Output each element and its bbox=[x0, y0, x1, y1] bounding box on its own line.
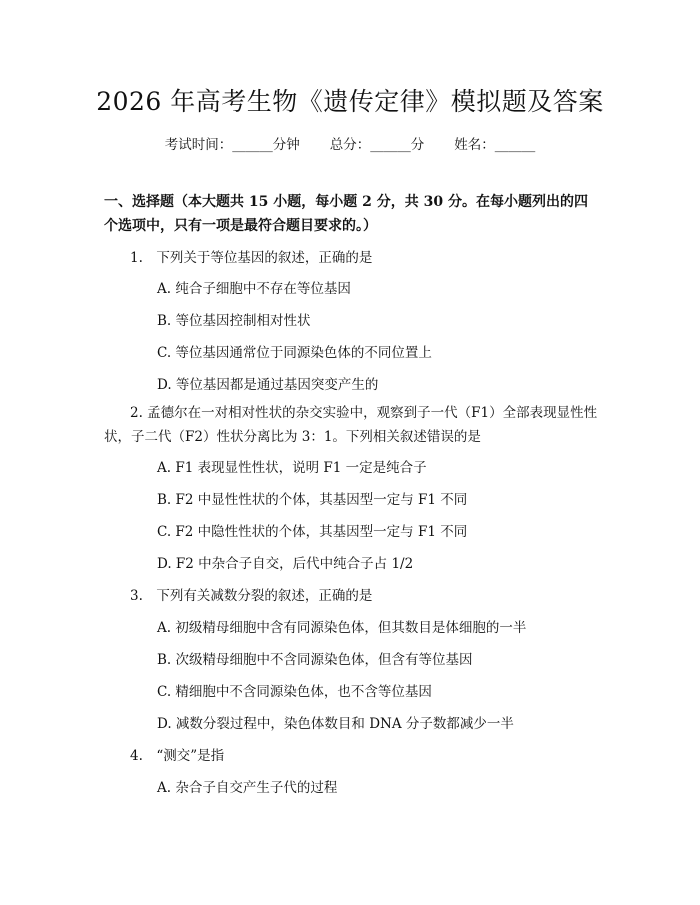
exam-info bbox=[0, 133, 700, 153]
section-heading: 一、选择题（本大题共 15 小题，每小题 2 分，共 30 分。在每小题列出的四个选项中，只有一项是最符合题目要求的。） bbox=[104, 194, 588, 234]
question-2-stem: 2. 孟德尔在一对相对性状的杂交实验中，观察到子一代（F1）全部表现显性性状，子二代（F2）性状分离比为 3：1。下列相关叙述错误的是 bbox=[104, 405, 598, 445]
exam-time-field: 考试时间：______分钟 bbox=[164, 137, 300, 153]
question-1-option-c: C. 等位基因通常位于同源染色体的不同位置上 bbox=[157, 345, 432, 361]
question-2-option-a: A. F1 表现显性性状，说明 F1 一定是纯合子 bbox=[157, 460, 427, 476]
question-4-option-a: A. 杂合子自交产生子代的过程 bbox=[157, 780, 338, 796]
total-score-field: 总分：______分 bbox=[329, 137, 425, 153]
question-2-option-c: C. F2 中隐性性状的个体，其基因型一定与 F1 不同 bbox=[157, 524, 468, 540]
question-3-stem: 3. 下列有关减数分裂的叙述，正确的是 bbox=[130, 588, 373, 604]
question-4-stem: 4. “测交”是指 bbox=[130, 748, 225, 764]
page-title: 2026 年高考生物《遗传定律》模拟题及答案 bbox=[96, 87, 604, 116]
name-field: 姓名：______ bbox=[454, 137, 536, 153]
question-1-option-d: D. 等位基因都是通过基因突变产生的 bbox=[157, 377, 379, 393]
question-3-option-b: B. 次级精母细胞中不含同源染色体，但含有等位基因 bbox=[157, 652, 473, 668]
question-1-stem: 1. 下列关于等位基因的叙述，正确的是 bbox=[130, 250, 373, 266]
question-1-option-b: B. 等位基因控制相对性状 bbox=[157, 313, 311, 329]
question-2-option-d: D. F2 中杂合子自交，后代中纯合子占 1/2 bbox=[157, 556, 414, 572]
question-2-option-b: B. F2 中显性性状的个体，其基因型一定与 F1 不同 bbox=[157, 492, 468, 508]
question-3-option-c: C. 精细胞中不含同源染色体，也不含等位基因 bbox=[157, 684, 432, 700]
question-1-option-a: A. 纯合子细胞中不存在等位基因 bbox=[157, 281, 351, 297]
question-3-option-d: D. 减数分裂过程中，染色体数目和 DNA 分子数都减少一半 bbox=[157, 716, 514, 732]
question-3-option-a: A. 初级精母细胞中含有同源染色体，但其数目是体细胞的一半 bbox=[157, 620, 527, 636]
